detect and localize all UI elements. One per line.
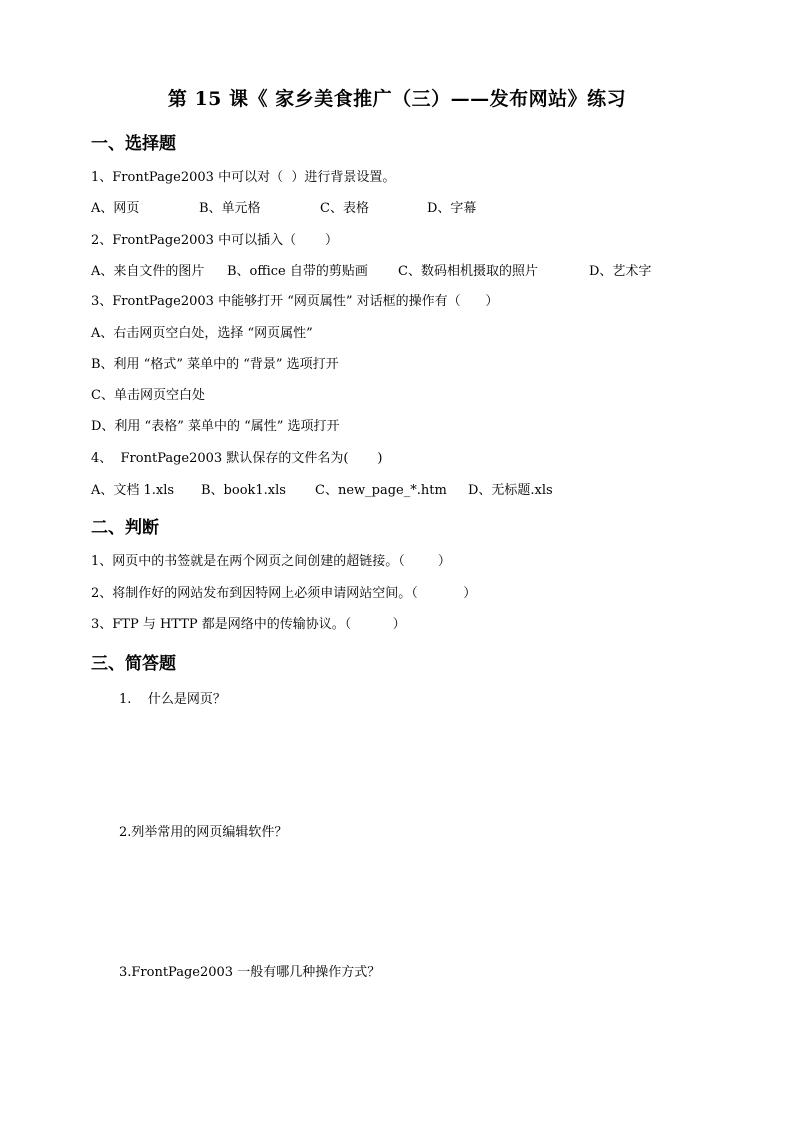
option-a: A、文档 1.xls <box>91 483 175 498</box>
question-4-options <box>91 479 711 497</box>
judgement-item-1: 1、网页中的书签就是在两个网页之间创建的超链接。（ ） <box>91 554 451 569</box>
question-3-option-d: D、利用 “表格” 菜单中的 “属性” 选项打开 <box>91 419 340 434</box>
page-title: 第 15 课《 家乡美食推广（三）——发布网站》练习 <box>167 88 627 110</box>
option-d: D、字幕 <box>427 201 477 216</box>
judgement-item-2: 2、将制作好的网站发布到因特网上必须申请网站空间。（ ） <box>91 586 477 601</box>
short-answer-item-2: 2.列举常用的网页编辑软件？ <box>119 825 288 840</box>
option-d: D、艺术字 <box>589 264 652 279</box>
option-c: C、数码相机摄取的照片 <box>398 264 538 279</box>
section-heading-choice: 一、选择题 <box>91 134 176 154</box>
option-c: C、new_page_*.htm <box>315 483 447 498</box>
question-2-options <box>91 260 711 278</box>
short-answer-item-3: 3.FrontPage2003 一般有哪几种操作方式？ <box>119 965 381 980</box>
question-3-option-b: B、利用 “格式” 菜单中的 “背景” 选项打开 <box>91 357 339 372</box>
option-a: A、网页 <box>91 201 140 216</box>
section-heading-short-answer: 三、简答题 <box>91 654 176 674</box>
option-d: D、无标题.xls <box>468 483 553 498</box>
question-3-option-c: C、单击网页空白处 <box>91 388 205 403</box>
option-b: B、book1.xls <box>201 483 286 498</box>
short-answer-item-1: 1. 什么是网页？ <box>119 692 226 707</box>
option-a: A、来自文件的图片 <box>91 264 205 279</box>
question-3: 3、FrontPage2003 中能够打开 “网页属性” 对话框的操作有（ ） <box>91 294 499 309</box>
section-heading-judgement: 二、判断 <box>91 518 159 538</box>
question-1: 1、FrontPage2003 中可以对（ ）进行背景设置。 <box>91 170 396 185</box>
option-b: B、office 自带的剪贴画 <box>227 264 368 279</box>
question-4: 4、 FrontPage2003 默认保存的文件名为( ) <box>91 451 383 466</box>
judgement-item-3: 3、FTP 与 HTTP 都是网络中的传输协议。（ ） <box>91 617 406 632</box>
option-b: B、单元格 <box>199 201 261 216</box>
option-c: C、表格 <box>320 201 369 216</box>
question-3-option-a: A、右击网页空白处，选择 “网页属性” <box>91 326 313 341</box>
question-1-options <box>91 197 711 215</box>
question-2: 2、FrontPage2003 中可以插入（ ） <box>91 233 339 248</box>
